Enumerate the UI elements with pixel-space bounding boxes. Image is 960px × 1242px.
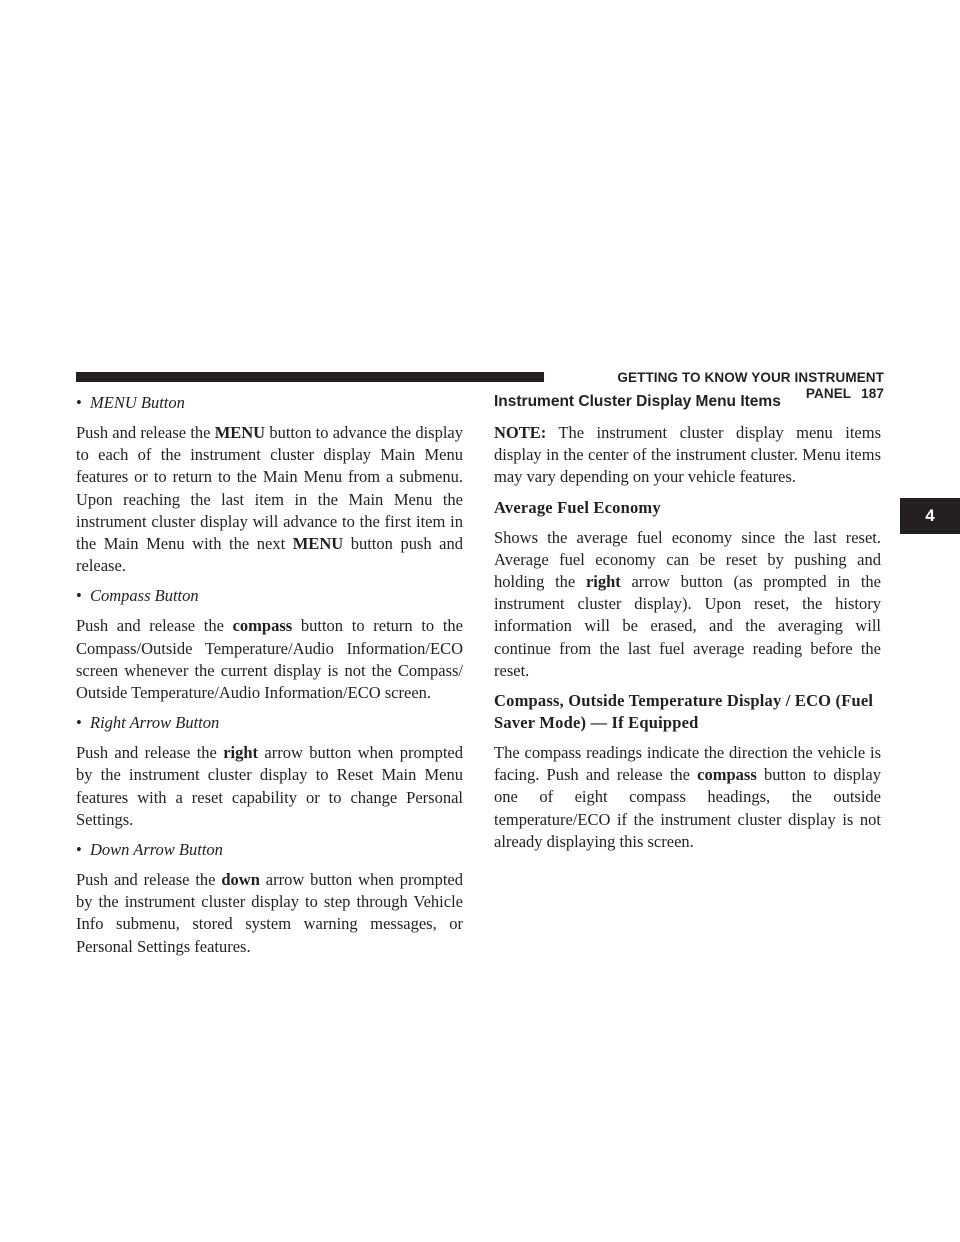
compass-button-bullet <box>76 585 463 607</box>
text: Shows the average fuel economy since the last reset. Average fuel economy can be reset by pushing and holding the <box>494 527 881 592</box>
chapter-tab: 4 <box>900 498 960 534</box>
note-paragraph <box>494 422 881 489</box>
text: button push and release. <box>76 534 463 576</box>
down-arrow-button-heading: Down Arrow Button <box>90 840 223 860</box>
section-heading: Instrument Cluster Display Menu Items <box>494 393 781 410</box>
bullet-icon: • <box>76 586 82 606</box>
text: button to advance the display to each of the instrument cluster display Main Menu features or to return to the Main Menu from a submenu. Upon reaching the last item in the Main Menu the instrument cluster display will advance to the first item in the Main Menu with the next <box>76 423 463 554</box>
average-fuel-economy-heading: Average Fuel Economy <box>494 497 661 517</box>
menu-button-bullet <box>76 392 463 414</box>
text: Push and release the <box>76 423 215 442</box>
right-arrow-button-paragraph <box>76 742 463 831</box>
note-label: NOTE: <box>494 423 547 442</box>
bold-term: compass <box>232 616 293 636</box>
text: arrow button (as prompted in the instrument cluster display). Upon reset, the history information will be erased, and the averaging will continue from the last fuel average reading before the reset. <box>494 572 882 680</box>
left-column <box>76 392 463 966</box>
down-arrow-button-paragraph <box>76 869 463 958</box>
heading-line: Compass, Outside Temperature Display / ECO (Fuel <box>494 691 874 711</box>
bullet-icon: • <box>76 713 82 733</box>
text: Push and release the <box>76 616 233 636</box>
section-title: GETTING TO KNOW YOUR INSTRUMENT PANEL <box>617 370 884 401</box>
bold-term: compass <box>697 765 757 785</box>
right-arrow-button-heading: Right Arrow Button <box>90 713 220 733</box>
bold-term: down <box>221 870 260 890</box>
compass-outside-temp-paragraph <box>494 742 881 853</box>
bold-term: right <box>223 743 259 763</box>
text: Push and release the <box>76 743 224 763</box>
text: button to return to the Compass/Outside Temperature/Audio Information/ECO screen whenever the current display is not the Compass/ Outside Temperature/Audio Information/ECO screen. <box>76 616 463 703</box>
compass-outside-temp-heading <box>494 690 881 734</box>
page-number: 187 <box>861 386 884 401</box>
compass-button-heading: Compass Button <box>90 586 199 606</box>
heading-line: Saver Mode) — If Equipped <box>494 713 699 733</box>
text: The instrument cluster display menu items display in the center of the instrument cluster. Menu items may vary depending on your vehicle features. <box>494 423 881 487</box>
text: Push and release the <box>76 870 222 890</box>
bullet-icon: • <box>76 840 82 860</box>
bullet-icon: • <box>76 393 82 412</box>
menu-button-paragraph <box>76 422 463 577</box>
menu-button-heading: MENU Button <box>90 393 185 412</box>
bold-term: MENU <box>214 423 266 442</box>
header-rule <box>76 372 544 382</box>
compass-button-paragraph <box>76 615 463 704</box>
right-arrow-button-bullet <box>76 712 463 734</box>
down-arrow-button-bullet <box>76 839 463 861</box>
text: arrow button when prompted by the instrument cluster display to step through Vehicle Info submenu, stored system warning messages, or Personal Settings features. <box>76 870 463 956</box>
average-fuel-economy-paragraph <box>494 527 881 682</box>
bold-term: MENU <box>292 534 344 554</box>
right-column <box>494 392 881 861</box>
text: button to display one of eight compass headings, the outside temperature/ECO if the instrument cluster display is not already displaying this screen. <box>494 765 881 851</box>
text: arrow button when prompted by the instrument cluster display to Reset Main Menu features with a reset capability or to change Personal Settings. <box>76 743 463 829</box>
text: The compass readings indicate the direction the vehicle is facing. Push and release the <box>494 743 881 785</box>
bold-term: right <box>585 572 621 592</box>
